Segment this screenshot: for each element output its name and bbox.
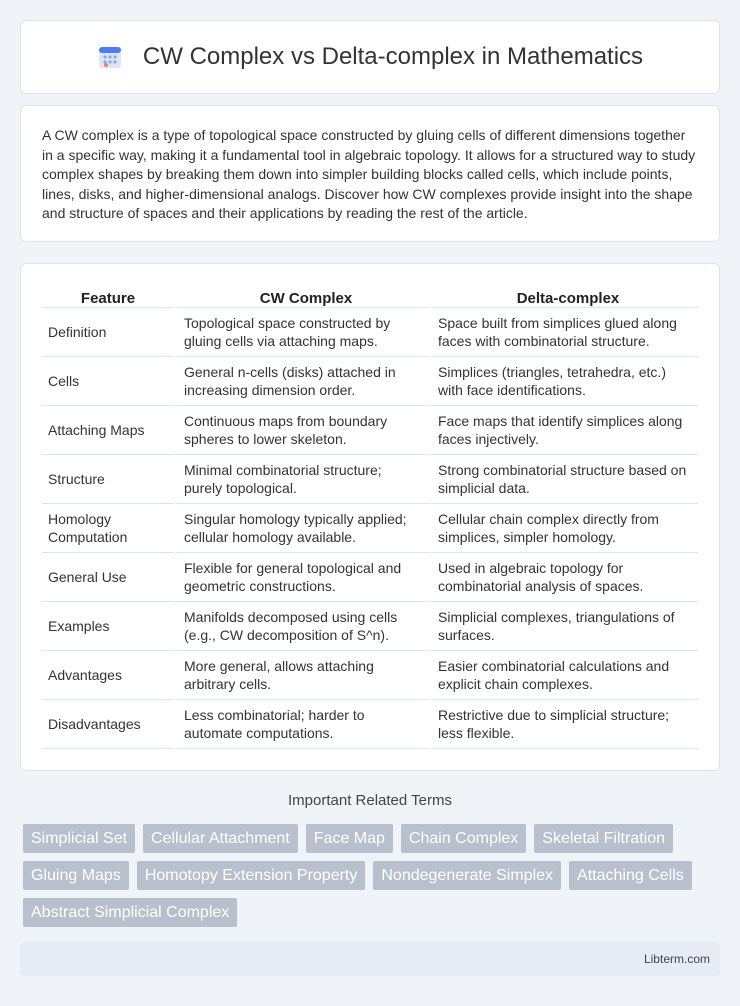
related-term-tag[interactable]: Cellular Attachment xyxy=(143,824,298,853)
related-term-tag[interactable]: Homotopy Extension Property xyxy=(137,861,366,890)
table-row xyxy=(42,553,698,602)
related-term-tag[interactable]: Chain Complex xyxy=(401,824,526,853)
feature-cell: Examples xyxy=(42,602,174,651)
related-term-tag[interactable]: Skeletal Filtration xyxy=(534,824,673,853)
delta-complex-cell: Cellular chain complex directly from simplices, simpler homology. xyxy=(428,504,698,553)
feature-cell: Attaching Maps xyxy=(42,406,174,455)
header-cw-complex: CW Complex xyxy=(174,284,428,308)
feature-cell: Structure xyxy=(42,455,174,504)
delta-complex-cell: Restrictive due to simplicial structure; less flexible. xyxy=(428,700,698,749)
delta-complex-cell: Simplicial complexes, triangulations of surfaces. xyxy=(428,602,698,651)
cw-complex-cell: Manifolds decomposed using cells (e.g., CW decomposition of S^n). xyxy=(174,602,428,651)
footer xyxy=(20,942,720,976)
related-term-tag[interactable]: Attaching Cells xyxy=(569,861,692,890)
table-row xyxy=(42,700,698,749)
cw-complex-cell: Continuous maps from boundary spheres to lower skeleton. xyxy=(174,406,428,455)
related-term-tag[interactable]: Abstract Simplicial Complex xyxy=(23,898,237,927)
related-term-tag[interactable]: Face Map xyxy=(306,824,393,853)
feature-cell: Cells xyxy=(42,357,174,406)
related-terms-title: Important Related Terms xyxy=(288,792,452,809)
table-row xyxy=(42,504,698,553)
table-row xyxy=(42,406,698,455)
cw-complex-cell: General n-cells (disks) attached in increasing dimension order. xyxy=(174,357,428,406)
related-term-tag[interactable]: Gluing Maps xyxy=(23,861,129,890)
feature-cell: Definition xyxy=(42,308,174,357)
table-header-row xyxy=(42,284,698,308)
cw-complex-cell: Less combinatorial; harder to automate computations. xyxy=(174,700,428,749)
table-row xyxy=(42,602,698,651)
cw-complex-cell: Singular homology typically applied; cellular homology available. xyxy=(174,504,428,553)
header-delta-complex: Delta-complex xyxy=(428,284,698,308)
delta-complex-cell: Easier combinatorial calculations and explicit chain complexes. xyxy=(428,651,698,700)
table-row xyxy=(42,651,698,700)
feature-cell: General Use xyxy=(42,553,174,602)
feature-cell: Homology Computation xyxy=(42,504,174,553)
related-term-tag[interactable]: Simplicial Set xyxy=(23,824,135,853)
cw-complex-cell: Minimal combinatorial structure; purely topological. xyxy=(174,455,428,504)
calendar-grid-icon xyxy=(97,44,123,70)
comparison-table xyxy=(42,284,698,749)
cw-complex-cell: More general, allows attaching arbitrary cells. xyxy=(174,651,428,700)
page-title: CW Complex vs Delta-complex in Mathematics xyxy=(142,43,644,70)
table-row xyxy=(42,455,698,504)
feature-cell: Disadvantages xyxy=(42,700,174,749)
delta-complex-cell: Space built from simplices glued along faces with combinatorial structure. xyxy=(428,308,698,357)
intro-paragraph: A CW complex is a type of topological space constructed by gluing cells of different dimensions together in a specific way, making it a fundamental tool in algebraic topology. It allows for a structured way to study complex shapes by breaking them down into simpler building blocks called cells, which include points, lines, disks, and higher-dimensional analogs. Discover how CW complexes provide insight into the shape and structure of spaces and their applications by reading the rest of the article. xyxy=(42,127,696,222)
table-row xyxy=(42,308,698,357)
delta-complex-cell: Strong combinatorial structure based on simplicial data. xyxy=(428,455,698,504)
delta-complex-cell: Simplices (triangles, tetrahedra, etc.) with face identifications. xyxy=(428,357,698,406)
header-card xyxy=(20,20,720,94)
comparison-table-card xyxy=(20,263,720,771)
footer-site-link[interactable]: Libterm.com xyxy=(643,952,710,966)
cw-complex-cell: Flexible for general topological and geometric constructions. xyxy=(174,553,428,602)
related-term-tag[interactable]: Nondegenerate Simplex xyxy=(373,861,561,890)
related-terms-list xyxy=(23,824,723,935)
table-row xyxy=(42,357,698,406)
cw-complex-cell: Topological space constructed by gluing cells via attaching maps. xyxy=(174,308,428,357)
delta-complex-cell: Face maps that identify simplices along faces injectively. xyxy=(428,406,698,455)
header-feature: Feature xyxy=(42,284,174,308)
delta-complex-cell: Used in algebraic topology for combinatorial analysis of spaces. xyxy=(428,553,698,602)
intro-card xyxy=(20,105,720,242)
feature-cell: Advantages xyxy=(42,651,174,700)
